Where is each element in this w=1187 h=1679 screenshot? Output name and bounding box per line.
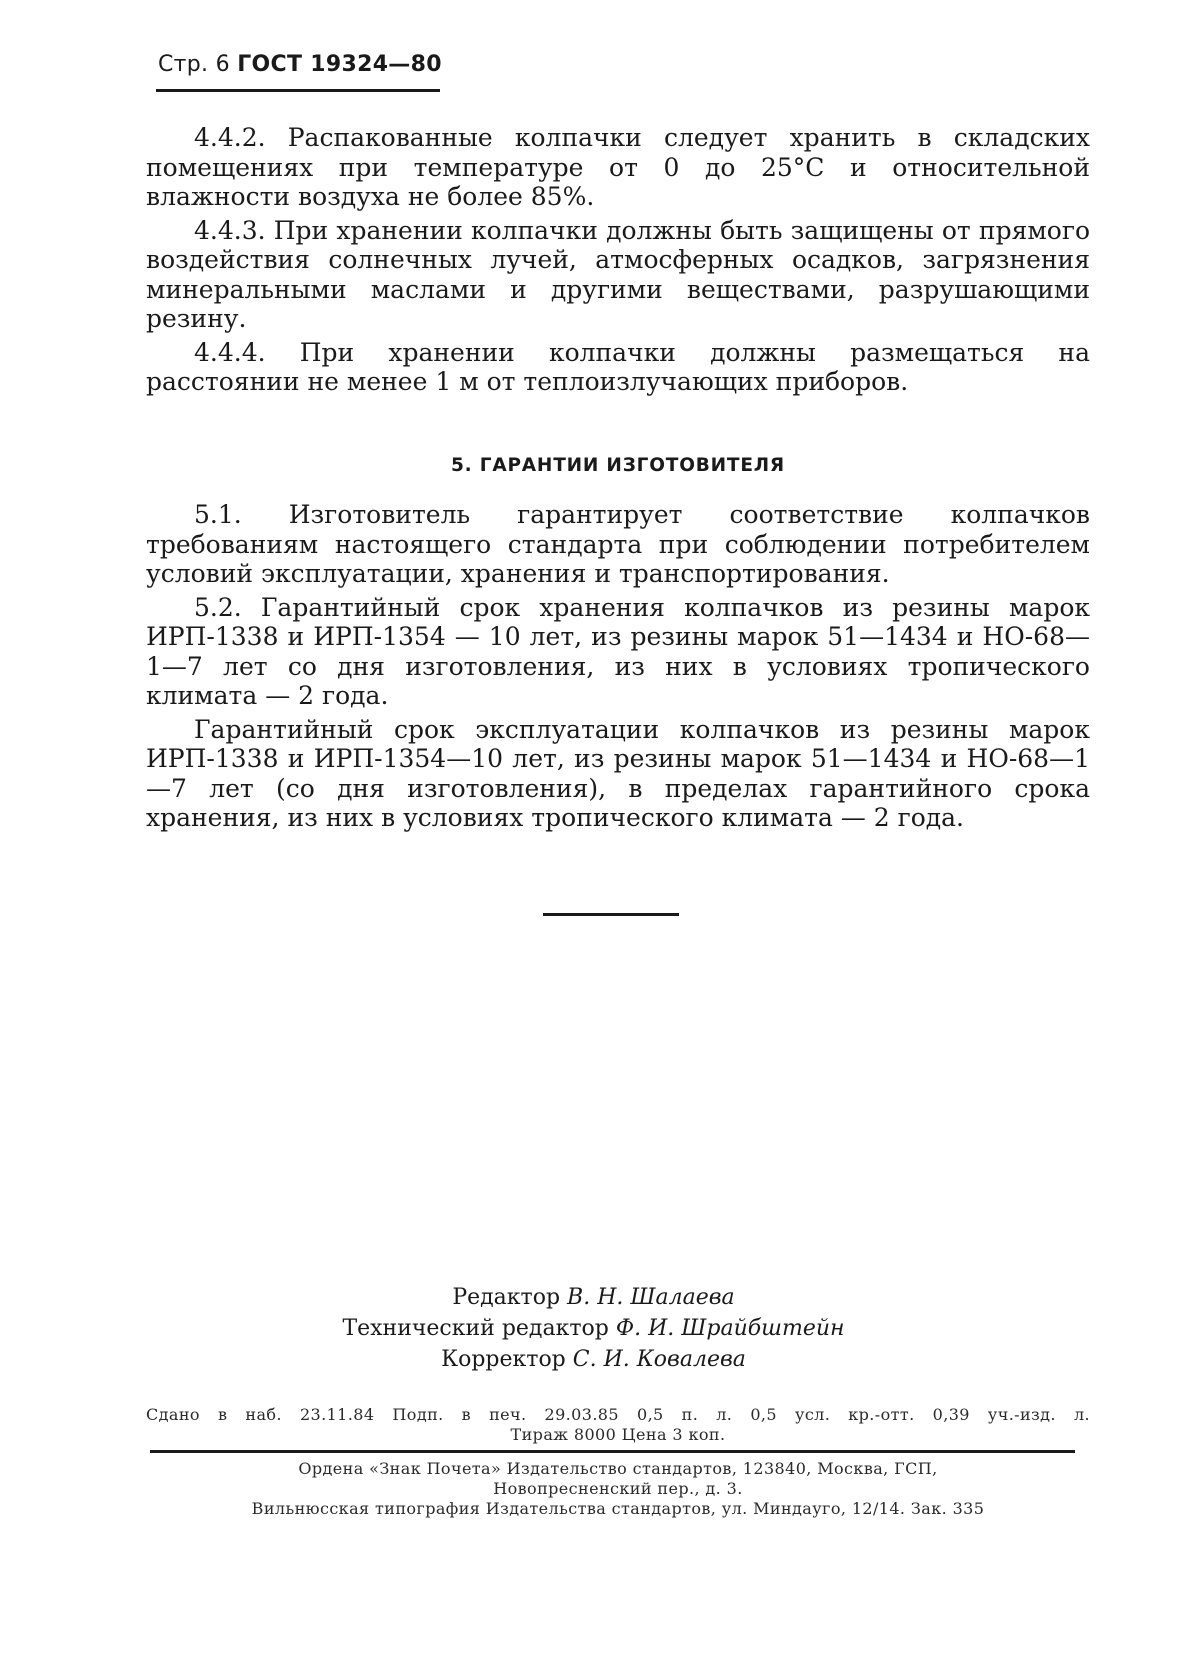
publisher-line-1: Ордена «Знак Почета» Издательство стандартов, 123840, Москва, ГСП, bbox=[298, 1459, 938, 1478]
page-header bbox=[158, 52, 442, 77]
header-rule bbox=[156, 89, 440, 92]
clause-4-4-3: 4.4.3. При хранении колпачки должны быть защищены от прямого воздействия солнечных лучей, атмосферных осадков, загрязнения минеральными маслами и другими веществами, разрушающими резину. bbox=[146, 215, 1090, 333]
tech-editor-name: Ф. И. Шрайбштейн bbox=[615, 1316, 845, 1341]
tech-editor-label: Технический редактор bbox=[342, 1316, 609, 1341]
tech-editor-line bbox=[0, 1313, 1187, 1344]
credits bbox=[0, 1282, 1187, 1375]
page-number: Стр. 6 bbox=[158, 52, 230, 77]
proofreader-name: С. И. Ковалева bbox=[572, 1347, 746, 1372]
standard-code: ГОСТ 19324—80 bbox=[237, 52, 442, 77]
publisher-info bbox=[146, 1459, 1090, 1519]
clause-5-2: 5.2. Гарантийный срок хранения колпачков из резины марок ИРП-1338 и ИРП-1354 — 10 лет, из резины марок 51—1434 и НО-68—1—7 лет со дня изготовления, из них в условиях тропического климата — 2 года. bbox=[146, 592, 1090, 710]
printer-line: Вильнюсская типография Издательства стандартов, ул. Миндауго, 12/14. Зак. 335 bbox=[251, 1499, 985, 1518]
editor-label: Редактор bbox=[452, 1285, 561, 1310]
proofreader-label: Корректор bbox=[441, 1347, 566, 1372]
section-5-title: 5. ГАРАНТИИ ИЗГОТОВИТЕЛЯ bbox=[451, 455, 785, 476]
imprint-rule bbox=[150, 1450, 1075, 1453]
print-run-line: Тираж 8000 Цена 3 коп. bbox=[510, 1425, 726, 1444]
clause-5-2-operation: Гарантийный срок эксплуатации колпачков из резины марок ИРП-1338 и ИРП-1354—10 лет, из резины марок 51—1434 и НО-68—1—7 лет (со дня изготовления), в пределах гарантийного срока хранения, из них в условиях тропического климата — 2 года. bbox=[146, 714, 1090, 832]
print-details-line: Сдано в наб. 23.11.84 Подп. в печ. 29.03.85 0,5 п. л. 0,5 усл. кр.-отт. 0,39 уч.-изд. л. bbox=[146, 1405, 1090, 1424]
print-details bbox=[146, 1405, 1090, 1445]
storage-clauses bbox=[146, 123, 1090, 397]
warranty-clauses bbox=[146, 500, 1090, 833]
proofreader-line bbox=[0, 1344, 1187, 1375]
clause-5-1: 5.1. Изготовитель гарантирует соответствие колпачков требованиям настоящего стандарта при соблюдении потребителем условий эксплуатации, хранения и транспортирования. bbox=[146, 500, 1090, 588]
editor-line bbox=[0, 1282, 1187, 1313]
clause-4-4-4: 4.4.4. При хранении колпачки должны размещаться на расстоянии не менее 1 м от теплоизлучающих приборов. bbox=[146, 337, 1090, 396]
publisher-line-2: Новопресненский пер., д. 3. bbox=[493, 1479, 743, 1498]
clause-4-4-2: 4.4.2. Распакованные колпачки следует хранить в складских помещениях при температуре от 0 до 25°С и относительной влажности воздуха не более 85%. bbox=[146, 123, 1090, 211]
editor-name: В. Н. Шалаева bbox=[567, 1285, 735, 1310]
end-rule bbox=[543, 913, 679, 916]
